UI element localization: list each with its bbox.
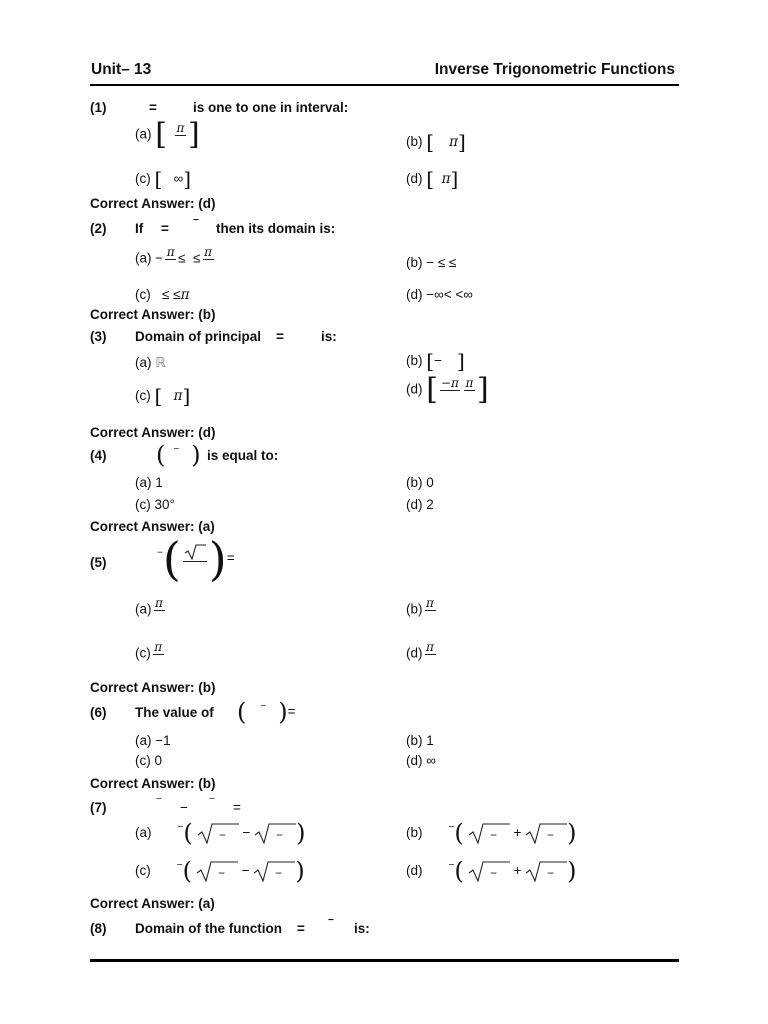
- q5-expression: −( )=: [157, 532, 235, 586]
- option-label: (c): [135, 388, 151, 403]
- q4-option-b: (b) 0: [406, 475, 434, 490]
- option-label: (b): [406, 353, 423, 368]
- q6-option-d: (d) ∞: [406, 753, 436, 768]
- unit-label: Unit– 13: [91, 61, 152, 78]
- q1-option-a: (a) [ π ]: [135, 117, 200, 152]
- pi-symbol: π: [449, 134, 458, 150]
- q7-lhs-op: −: [180, 800, 188, 815]
- option-label: (c): [135, 171, 151, 186]
- q5-option-d: (d) π: [406, 640, 434, 661]
- q4-option-c: (c) 30°: [135, 497, 175, 512]
- q2-option-d: (d) −∞< <∞: [406, 287, 473, 302]
- real-numbers-symbol: ℝ: [155, 355, 166, 370]
- q1-text: is one to one in interval:: [193, 100, 349, 115]
- q1-equals: =: [149, 100, 157, 115]
- q8-is: is:: [354, 921, 370, 936]
- q7-lhs-eq: =: [233, 800, 241, 815]
- q4-correct-answer: Correct Answer: (a): [90, 519, 215, 534]
- sqrt-content: −: [489, 828, 497, 843]
- q6-option-c: (c) 0: [135, 753, 163, 768]
- q6-option-a: (a) −1: [135, 733, 171, 748]
- q6-text: The value of: [135, 705, 214, 720]
- sqrt-content: −: [489, 866, 497, 881]
- q3-correct-answer: Correct Answer: (d): [90, 425, 216, 440]
- q3-equals: =: [276, 329, 284, 344]
- sqrt-icon: [525, 822, 567, 844]
- option-label: (d): [406, 171, 423, 186]
- q2-option-a: (a) − π ≤ ≤ π: [135, 245, 212, 266]
- sqrt-icon: [197, 822, 239, 844]
- q4-expression: ( − ): [156, 440, 201, 469]
- q1-correct-answer: Correct Answer: (d): [90, 196, 216, 211]
- q7-option-b: (b) −( − + − ): [406, 818, 577, 847]
- q2-if: If: [135, 221, 144, 236]
- q8-equals: =: [297, 921, 305, 936]
- q6-number: (6): [90, 705, 107, 720]
- option-label: (c): [135, 287, 151, 302]
- q1-option-b: (b) [ π]: [406, 129, 466, 154]
- q2-option-b: (b) − ≤ ≤: [406, 255, 457, 270]
- option-label: (b): [406, 134, 423, 149]
- sqrt-content: −: [276, 828, 284, 843]
- q1-number: (1): [90, 100, 107, 115]
- sqrt-content: −: [275, 866, 283, 881]
- sqrt-content: −: [217, 866, 225, 881]
- q6-option-b: (b) 1: [406, 733, 434, 748]
- option-label: (a): [135, 355, 152, 370]
- q5-number: (5): [90, 555, 107, 570]
- q5-option-a: (a) π: [135, 596, 163, 617]
- q3-option-b: (b) [− ]: [406, 348, 465, 373]
- q5-option-c: (c) π: [135, 640, 163, 661]
- option-label: (a): [135, 126, 152, 142]
- sqrt-icon: [196, 860, 238, 882]
- pi-symbol: π: [176, 121, 185, 135]
- q3-is: is:: [321, 329, 337, 344]
- q2-correct-answer: Correct Answer: (b): [90, 307, 216, 322]
- sqrt-content: −: [547, 866, 555, 881]
- q3-text: Domain of principal: [135, 329, 262, 344]
- q7-number: (7): [90, 800, 107, 815]
- q4-number: (4): [90, 448, 107, 463]
- sqrt-icon: [184, 544, 206, 560]
- q2-option-c: (c) ≤ ≤π: [135, 287, 190, 303]
- sqrt-icon: [254, 822, 296, 844]
- q2-superscript: −: [193, 215, 199, 226]
- q3-number: (3): [90, 329, 107, 344]
- q7-option-d: (d) −( − + − ): [406, 856, 577, 885]
- q3-option-c: (c) [ π]: [135, 383, 191, 408]
- q1-option-c: (c) [ ∞]: [135, 166, 192, 191]
- q2-equals: =: [161, 221, 169, 236]
- q7-lhs-sup2: −: [209, 794, 215, 805]
- pi-symbol: π: [441, 171, 451, 187]
- sqrt-content: −: [547, 828, 555, 843]
- header-rule: [90, 84, 679, 86]
- q7-option-a: (a) −( − − − ): [135, 818, 306, 847]
- q6-correct-answer: Correct Answer: (b): [90, 776, 216, 791]
- footer-rule: [90, 959, 679, 962]
- q8-superscript: −: [328, 915, 334, 926]
- sqrt-icon: [468, 822, 510, 844]
- sqrt-icon: [468, 860, 510, 882]
- q4-option-a: (a) 1: [135, 475, 163, 490]
- q7-option-c: (c) −( − − − ): [135, 856, 305, 885]
- q5-option-b: (b) π: [406, 596, 434, 617]
- q2-number: (2): [90, 221, 107, 236]
- option-label: (b): [406, 255, 423, 270]
- chapter-title: Inverse Trigonometric Functions: [434, 61, 675, 78]
- option-label: (a): [135, 250, 152, 266]
- q4-option-d: (d) 2: [406, 497, 434, 512]
- q3-option-a: [135, 354, 166, 371]
- option-label: (d): [406, 287, 423, 302]
- q7-lhs-sup1: −: [156, 794, 162, 805]
- infinity-symbol: ∞: [173, 171, 184, 186]
- q3-option-d: (d) [ −π π ]: [406, 372, 489, 407]
- sqrt-icon: [525, 860, 567, 882]
- q5-correct-answer: Correct Answer: (b): [90, 680, 216, 695]
- q6-expression: ( − )=: [237, 697, 296, 726]
- q2-text: then its domain is:: [216, 221, 336, 236]
- q7-correct-answer: Correct Answer: (a): [90, 896, 215, 911]
- q8-text: Domain of the function: [135, 921, 282, 936]
- q4-text: is equal to:: [207, 448, 279, 463]
- q8-number: (8): [90, 921, 107, 936]
- sqrt-icon: [253, 860, 295, 882]
- sqrt-content: −: [218, 828, 226, 843]
- q1-option-d: (d) [ π]: [406, 166, 459, 191]
- option-label: (d): [406, 381, 423, 397]
